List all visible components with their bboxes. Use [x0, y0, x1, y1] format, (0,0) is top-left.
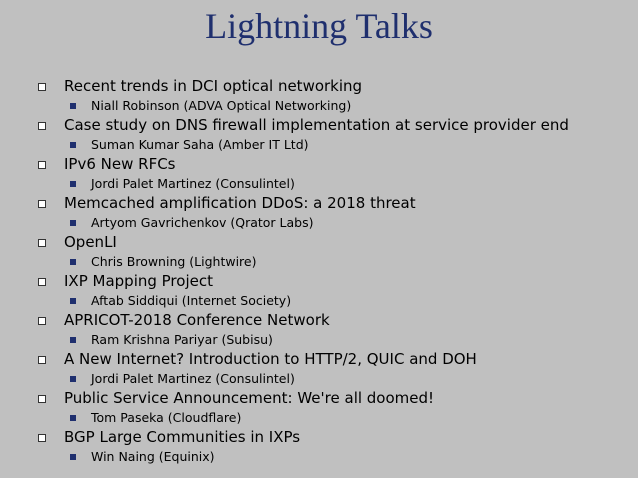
talk-title: IPv6 New RFCs: [64, 155, 176, 173]
talk-title-row: [38, 427, 628, 448]
talk-speaker: Niall Robinson (ADVA Optical Networking): [91, 98, 352, 113]
talk-title: Case study on DNS firewall implementation at service provider end: [64, 116, 569, 134]
talk-title: Recent trends in DCI optical networking: [64, 77, 363, 95]
hollow-square-bullet-icon: [38, 434, 46, 442]
filled-square-bullet-icon: [70, 181, 76, 187]
hollow-square-bullet-icon: [38, 200, 46, 208]
hollow-square-bullet-icon: [38, 278, 46, 286]
hollow-square-bullet-icon: [38, 122, 46, 130]
filled-square-bullet-icon: [70, 376, 76, 382]
hollow-square-bullet-icon: [38, 161, 46, 169]
hollow-square-bullet-icon: [38, 83, 46, 91]
talk-title: A New Internet? Introduction to HTTP/2, QUIC and DOH: [64, 350, 477, 368]
talk-title-row: [38, 271, 628, 292]
talk-title-row: [38, 76, 628, 97]
filled-square-bullet-icon: [70, 454, 76, 460]
talk-item: [38, 349, 628, 388]
talk-item: [38, 154, 628, 193]
talk-title-row: [38, 349, 628, 370]
talk-speaker: Suman Kumar Saha (Amber IT Ltd): [91, 137, 309, 152]
filled-square-bullet-icon: [70, 220, 76, 226]
talk-title-row: [38, 154, 628, 175]
talk-list: [38, 76, 628, 466]
talk-speaker: Ram Krishna Pariyar (Subisu): [91, 332, 273, 347]
talk-item: [38, 310, 628, 349]
talk-title-row: [38, 115, 628, 136]
talk-speaker-row: [38, 331, 628, 349]
talk-title: IXP Mapping Project: [64, 272, 213, 290]
talk-title: APRICOT-2018 Conference Network: [64, 311, 330, 329]
talk-item: [38, 76, 628, 115]
filled-square-bullet-icon: [70, 103, 76, 109]
hollow-square-bullet-icon: [38, 356, 46, 364]
talk-speaker: Tom Paseka (Cloudflare): [91, 410, 242, 425]
talk-speaker: Aftab Siddiqui (Internet Society): [91, 293, 292, 308]
talk-item: [38, 271, 628, 310]
talk-title-row: [38, 310, 628, 331]
talk-speaker-row: [38, 136, 628, 154]
talk-title-row: [38, 193, 628, 214]
talk-title-row: [38, 388, 628, 409]
talk-title: BGP Large Communities in IXPs: [64, 428, 301, 446]
hollow-square-bullet-icon: [38, 395, 46, 403]
talk-item: [38, 193, 628, 232]
hollow-square-bullet-icon: [38, 239, 46, 247]
talk-title: Public Service Announcement: We're all doomed!: [64, 389, 435, 407]
talk-speaker-row: [38, 409, 628, 427]
talk-item: [38, 232, 628, 271]
talk-speaker-row: [38, 253, 628, 271]
talk-speaker-row: [38, 448, 628, 466]
talk-title: Memcached amplification DDoS: a 2018 threat: [64, 194, 416, 212]
talk-speaker-row: [38, 97, 628, 115]
talk-item: [38, 427, 628, 466]
filled-square-bullet-icon: [70, 298, 76, 304]
filled-square-bullet-icon: [70, 259, 76, 265]
talk-item: [38, 388, 628, 427]
talk-speaker-row: [38, 370, 628, 388]
talk-title-row: [38, 232, 628, 253]
talk-speaker-row: [38, 175, 628, 193]
filled-square-bullet-icon: [70, 415, 76, 421]
talk-speaker-row: [38, 214, 628, 232]
talk-speaker: Jordi Palet Martinez (Consulintel): [91, 371, 295, 386]
talk-speaker: Artyom Gavrichenkov (Qrator Labs): [91, 215, 314, 230]
hollow-square-bullet-icon: [38, 317, 46, 325]
talk-item: [38, 115, 628, 154]
talk-speaker-row: [38, 292, 628, 310]
talk-speaker: Jordi Palet Martinez (Consulintel): [91, 176, 295, 191]
filled-square-bullet-icon: [70, 337, 76, 343]
talk-title: OpenLI: [64, 233, 117, 251]
talk-speaker: Chris Browning (Lightwire): [91, 254, 257, 269]
talk-speaker: Win Naing (Equinix): [91, 449, 215, 464]
slide-title: Lightning Talks: [205, 6, 433, 46]
filled-square-bullet-icon: [70, 142, 76, 148]
